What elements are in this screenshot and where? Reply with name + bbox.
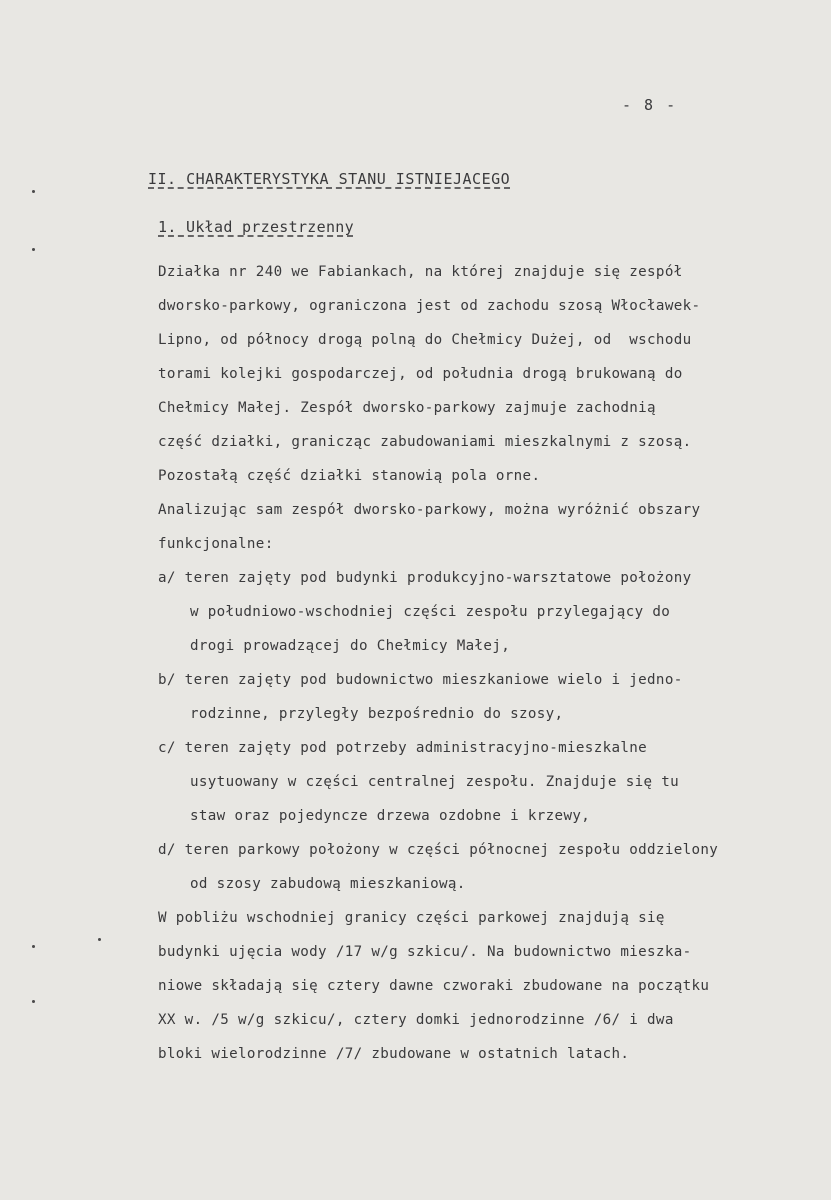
text-line: bloki wielorodzinne /7/ zbudowane w ostatnich latach. bbox=[158, 1046, 630, 1062]
text-line: Chełmicy Małej. Zespół dworsko-parkowy zajmuje zachodnią bbox=[158, 400, 656, 416]
text-line: Analizując sam zespół dworsko-parkowy, można wyróżnić obszary bbox=[158, 502, 701, 518]
text-line: drogi prowadzącej do Chełmicy Małej, bbox=[190, 638, 511, 654]
text-line: usytuowany w części centralnej zespołu. Znajduje się tu bbox=[190, 774, 680, 790]
text-line: część działki, granicząc zabudowaniami mieszkalnymi z szosą. bbox=[158, 434, 692, 450]
text-line: w południowo-wschodniej części zespołu przylegający do bbox=[190, 604, 671, 620]
margin-speck bbox=[32, 945, 35, 948]
text-line: Lipno, od północy drogą polną do Chełmicy Dużej, od wschodu bbox=[158, 332, 692, 348]
body-text bbox=[158, 255, 818, 1071]
text-line: Pozostałą część działki stanowią pola orne. bbox=[158, 468, 541, 484]
text-line: rodzinne, przyległy bezpośrednio do szosy, bbox=[190, 706, 564, 722]
text-line: funkcjonalne: bbox=[158, 536, 274, 552]
margin-speck bbox=[98, 938, 101, 941]
text-line: d/ teren parkowy położony w części północnej zespołu oddzielony bbox=[158, 842, 719, 858]
page-number: - 8 - bbox=[622, 96, 678, 114]
text-line: Działka nr 240 we Fabiankach, na której znajduje się zespół bbox=[158, 264, 683, 280]
text-line: torami kolejki gospodarczej, od południa drogą brukowaną do bbox=[158, 366, 683, 382]
text-line: W pobliżu wschodniej granicy części parkowej znajdują się bbox=[158, 910, 665, 926]
subsection-title: 1. Układ przestrzenny bbox=[158, 218, 354, 236]
margin-speck bbox=[32, 190, 35, 193]
text-line: od szosy zabudową mieszkaniową. bbox=[190, 876, 466, 892]
margin-speck bbox=[32, 1000, 35, 1003]
text-line: budynki ujęcia wody /17 w/g szkicu/. Na budownictwo mieszka- bbox=[158, 944, 692, 960]
text-line: staw oraz pojedyncze drzewa ozdobne i krzewy, bbox=[190, 808, 591, 824]
text-line: niowe składają się cztery dawne czworaki zbudowane na początku bbox=[158, 978, 710, 994]
text-line: XX w. /5 w/g szkicu/, cztery domki jednorodzinne /6/ i dwa bbox=[158, 1012, 674, 1028]
text-line: a/ teren zajęty pod budynki produkcyjno-warsztatowe położony bbox=[158, 570, 692, 586]
margin-speck bbox=[32, 248, 35, 251]
text-line: dworsko-parkowy, ograniczona jest od zachodu szosą Włocławek- bbox=[158, 298, 701, 314]
text-line: c/ teren zajęty pod potrzeby administracyjno-mieszkalne bbox=[158, 740, 648, 756]
section-title: II. CHARAKTERYSTYKA STANU ISTNIEJACEGO bbox=[148, 170, 511, 188]
text-line: b/ teren zajęty pod budownictwo mieszkaniowe wielo i jedno- bbox=[158, 672, 683, 688]
